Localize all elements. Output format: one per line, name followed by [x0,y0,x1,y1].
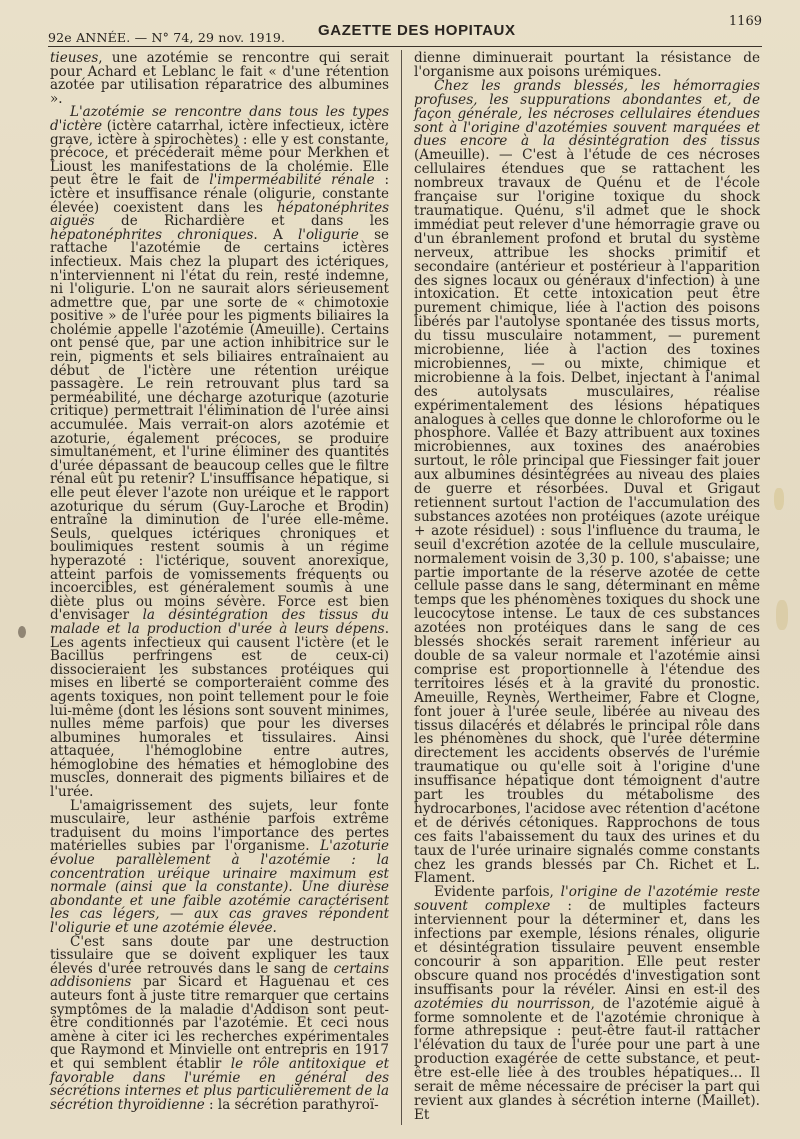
text-run: de Richardière et dans les [94,213,389,230]
ink-blot [18,626,26,638]
text-run: dienne diminuerait pourtant la résistance de l'organisme aux poisons urémiques. [414,50,760,80]
italic-run: hépatonéphrites aiguës [50,199,389,230]
right-paragraph-1 [414,52,760,80]
italic-run: l'oligurie [297,226,359,243]
text-run: (ictère catarrhal, ictère infectieux, ictère grave, ictère à spirochètes) : elle y est constante, précoce, et précéderait même pour Merkhen et Lioust les manifestations de la cholémie. Elle peut être le fait de [50,117,389,189]
text-run: (Ameuille). — C'est à l'étude de ces nécroses cellulaires étendues que se rattachent les nombreux travaux de Quénu et de l'école française sur l'origine toxique du shock traumatique. Quénu, s'il admet que le shock immédiat peut relever d'une hémorragie grave ou d'un ébranlement profond et brutal du système nerveux, attribue les shocks primitif et secondaire (antérieur et postérieur à l'apparition des signes locaux ou généraux d'infection) à une intoxication. Et cette intoxication peut être purement chimique, liée à l'action des poisons libérés par l'autolyse spontanée des tissus morts, du tissu musculaire notamment, — purement microbienne, liée à l'action des toxines microbiennes, — ou mixte, chimique et microbienne à la fois. Delbet, injectant à l'animal des autolysats musculaires, réalise expérimentalement des lésions hépatiques analogues à celles que donne le chloroforme ou le phosphore. Vallée et Bazy attribuent aux toxines microbiennes, aux toxines des anaérobies surtout, le rôle principal que Fiessinger fait jouer aux albumines désintégrées au niveau des plaies de guerre et résorbées. Duval et Grigaut retiennent surtout l'action de l'accumulation des substances azotées non protéiques (azote uréique + azote résiduel) : sous l'influence du trauma, le seuil d'excrétion azotée de la cellule musculaire, normalement voisin de 3,30 p. 100, s'abaisse; une partie importante de la réserve azotée de cette cellule passe dans le sang, déterminant en même temps que les phénomènes toxiques du shock une leucocytose intense. Le taux de ces substances azotées non protéiques dans le sang de ces blessés shockés serait rarement inférieur au double de sa valeur normale et l'azotémie ainsi comprise est proportionnelle à l'étendue des territoires lésés et à la gravité du pronostic. Ameuille, Reynès, Wertheimer, Fabre et Clogne, font jouer à l'urée seule, libérée au niveau des tissus dilacérés et délabrés le principal rôle dans les phénomènes du shock, que l'urée détermine directement les accidents observés de l'urémie traumatique ou qu'elle soit à l'origine d'une insuffisance hépatique dont témoignent d'autre part les troubles du métabolisme des hydrocarbones, l'acidose avec rétention d'acétone et de dérivés cétoniques. Rapprochons de tous ces faits l'abaissement du taux des urines et du taux de l'urée urinaire signalés comme constants chez les grands blessés par Ch. Richet et L. Flament. [414,147,761,887]
text-run: : ictère et insuffisance rénale (oligurie, constante élevée) coexistent dans les [50,172,389,216]
text-run: Evidente parfois, [434,884,561,901]
italic-run: azotémies du nourrisson [414,995,591,1012]
text-run: : la sécrétion parathyroï- [204,1096,379,1113]
italic-run: hépatonéphrites chroniques [50,226,254,243]
continued-word: tieuses [50,50,99,66]
page-number: 1169 [728,14,762,29]
left-paragraph-2 [50,106,389,799]
text-run: . Les agents infectieux qui causent l'ictère (et le Bacillus perfringens est de ceux-ci) dissocieraient les substances protéiques qui mises en liberté se comporteraient comme des agents toxiques, non point tellement pour le foie lui-même (dont les lésions sont souvent minimes, nulles même parfois) que pour les diverses albumines humorales et tissulaires. Ainsi attaquée, l'hémoglobine entre autres, hémoglobine des hématies et hémoglobine des muscles, donnerait des pigments biliaires et de l'urée. [50,620,389,801]
text-run: se rattache l'azotémie de certains ictères infectieux. Mais chez la plupart des ictériques, n'interviennent ni l'état du rein, resté indemne, ni l'oligurie. L'on ne saurait alors sérieusement admettre que, par une sorte de « chimotoxie positive » de l'urée pour les pigments biliaires la cholémie appelle l'azotémie (Ameuille). Certains ont pensé que, par une action inhibitrice sur le rein, pigments et sels biliaires entraînaient au début de l'ictère une rétention uréique passagère. Le rein retrouvant plus tard sa perméabilité, une décharge azoturique (azoturie critique) permettrait l'élimination de l'urée ainsi accumulée. Mais verrait-on alors azotémie et azoturie, également précoces, se produire simultanément, et l'urine éliminer des quantités d'urée dépassant de beaucoup celles que le filtre rénal eût pu retenir? L'insuffisance hépatique, si elle peut élever l'azote non uréique et le rapport azoturique du sérum (Guy-Laroche et Brodin) entraîne la diminution de l'urée elle-même. Seuls, quelques ictériques chroniques et boulimiques restent soumis à un régime hyperazoté : l'ictérique, souvent anorexique, atteint parfois de vomissements fréquents ou incoercibles, est généralement soumis à une diète plus ou moins sévère. Force est bien d'envisager [50,226,389,624]
header-rule [48,46,762,47]
right-column [414,52,760,1123]
text-run: C'est sans doute par une destruction tissulaire que se doivent expliquer les taux élevés d'urée retrouvés dans le sang de [50,933,389,977]
paper-stain [776,600,788,630]
italic-run: Chez les grands blessés, les hémorragies profuses, les suppurations abondantes et, de façon générale, les nécroses cellulaires étendues sont à l'origine d'azotémies souvent marquées et dues encore à la désintégration des tissus [414,77,760,150]
page-header [48,14,762,52]
text-run: L'amaigrissement des sujets, leur fonte musculaire, leur asthénie parfois extrême traduisent du moins l'importance des pertes matérielles subies par l'organisme. [50,797,389,855]
journal-title: GAZETTE DES HOPITAUX [318,22,516,39]
italic-run: l'origine de l'azotémie reste souvent complexe [414,884,760,915]
issue-info: 92e ANNÉE. — N° 74, 29 nov. 1919. [48,30,286,45]
paper-stain [774,488,784,510]
left-paragraph-3 [50,797,389,936]
text-run: : de multiples facteurs interviennent pour la déterminer et, dans les infections par exemple, lésions rénales, oligurie et désintégration tissulaire peuvent ensemble concourir à son apparition. Elle peut rester obscure quand nos procédés d'investigation sont insuffisants pour la révéler. Ainsi en est-il des [414,898,760,998]
text-run: . A [253,226,298,243]
italic-run: L'azotémie se rencontre dans tous les types d'ictère [50,104,389,134]
left-paragraph-1 [50,52,389,106]
text-run: , une azotémie se rencontre qui serait pour Achard et Leblanc le fait « d'une rétention azotée par utilisation réparatrice des albumines ». [50,50,389,107]
left-paragraph-4 [50,933,390,1113]
text-run: par Sicard et Haguenau et ces auteurs font à juste titre remarquer que certains symptômes de la maladie d'Addison sont peut-être conditionnés par l'azotémie. Et ceci nous amène à citer ici les recherches expérimentales que Raymond et Minvielle ont entrepris en 1917 et qui semblent établir [50,974,389,1072]
italic-run: L'azoturie évolue parallèlement à l'azotémie : la concentration uréique urinaire maximum est normale (ainsi que la constante). Une diurèse abondante et une faible azotémie caractérisent les cas légers, — aux cas graves répondent l'oligurie et une azotémie élevée. [50,838,389,936]
italic-run: l'imperméabilité rénale [209,172,375,189]
italic-run: la désintégration des tissus du malade et la production d'urée à leurs dépens [50,607,390,637]
text-run: , de l'azotémie aiguë à forme somnolente et de l'azotémie chronique à forme athrepsique : peut-être faut-il rattacher l'élévation du taux de l'urée pour une part à une production exagérée de cette substance, et peut-être est-elle liée à des troubles hépatiques... Il serait de même nécessaire de préciser la part qui revient aux glandes à sécrétion interne (Maillet). Et [414,995,760,1123]
left-column [50,52,389,1112]
right-paragraph-2 [414,77,761,887]
italic-run: le rôle antitoxique et favorable dans l'urémie en général des sécrétions internes et plus particulièrement de la sécrétion thyroïdienne [50,1055,390,1113]
column-divider [401,50,402,1125]
right-paragraph-3 [414,886,760,1122]
italic-run: certains addisoniens [50,960,389,991]
